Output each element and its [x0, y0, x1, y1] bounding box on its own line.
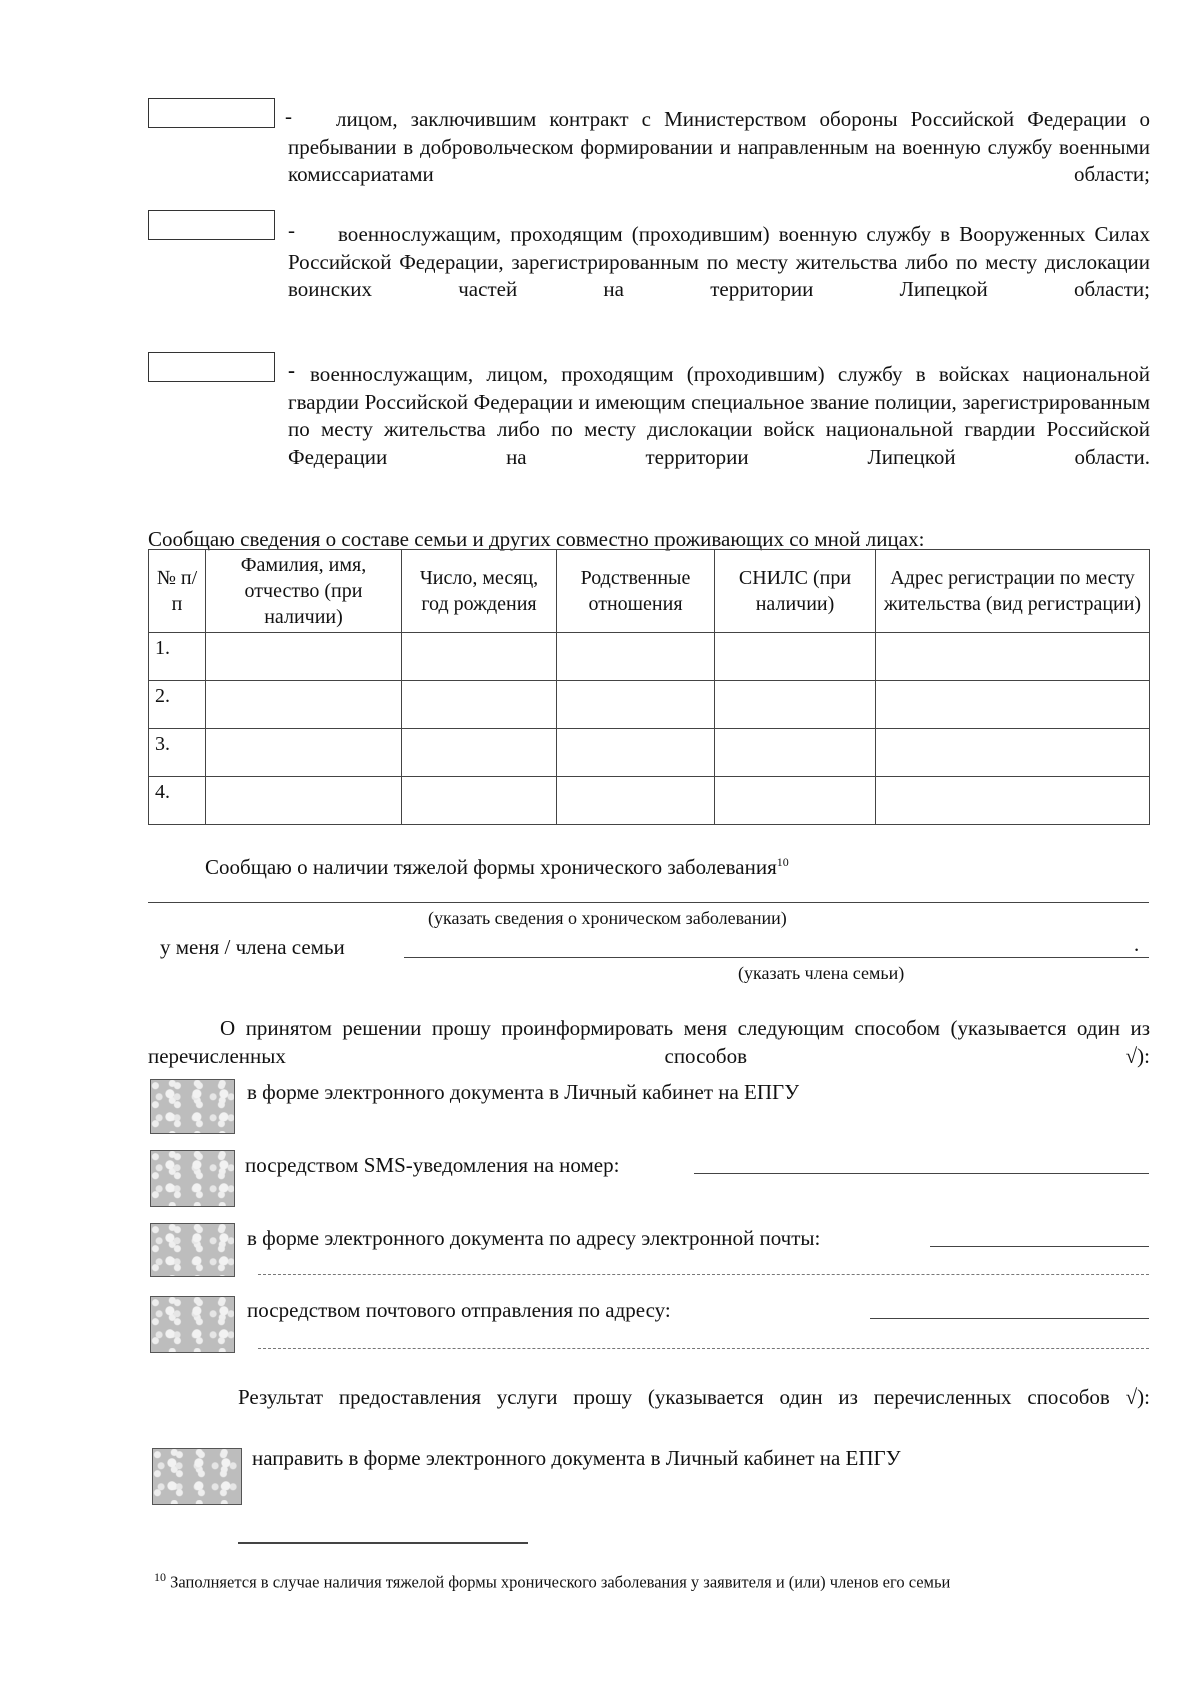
- postal-address-line-2[interactable]: [258, 1348, 1149, 1349]
- inform-option-label-4: посредством почтового отправления по адресу:: [247, 1298, 671, 1322]
- col-relation-header: Родственные отношения: [557, 550, 715, 633]
- chronic-text: Сообщаю о наличии тяжелой формы хронического заболевания: [205, 855, 777, 879]
- category-text-2: военнослужащим, проходящим (проходившим) военную службу в Вооруженных Силах Российской Федерации, зарегистрированным по месту жительства либо по месту дислокации воинских частей на территории Липецкой области;: [288, 222, 1150, 301]
- category-dash-1: -: [285, 104, 292, 128]
- inform-option-checkbox-4[interactable]: [150, 1296, 235, 1353]
- footnote-ref: 10: [776, 855, 789, 869]
- cell-snils[interactable]: [715, 777, 876, 825]
- family-member-dot: .: [1134, 932, 1140, 956]
- chronic-info-caption: (указать сведения о хроническом заболевании): [428, 908, 787, 928]
- col-number-header: № п/п: [149, 550, 206, 633]
- cell-snils[interactable]: [715, 681, 876, 729]
- row-number: 1.: [149, 633, 206, 681]
- cell-snils[interactable]: [715, 633, 876, 681]
- inform-text: О принятом решении прошу проинформировать меня следующим способом (указывается один из перечисленных способов √):: [148, 1016, 1150, 1068]
- cell-relation[interactable]: [557, 777, 715, 825]
- category-checkbox-1[interactable]: [148, 98, 275, 128]
- result-option-checkbox[interactable]: [152, 1448, 242, 1505]
- col-birthdate-header: Число, месяц, год рождения: [402, 550, 557, 633]
- inform-option-checkbox-2[interactable]: [150, 1150, 235, 1207]
- row-number: 2.: [149, 681, 206, 729]
- family-table: [148, 549, 1150, 825]
- cell-birthdate[interactable]: [402, 729, 557, 777]
- family-member-caption: (указать члена семьи): [738, 963, 905, 983]
- cell-address[interactable]: [876, 633, 1150, 681]
- table-row: [149, 681, 1150, 729]
- inform-option-checkbox-3[interactable]: [150, 1223, 235, 1277]
- footnote: [154, 1570, 950, 1593]
- chronic-statement: [205, 855, 789, 880]
- family-member-line[interactable]: [404, 957, 1149, 958]
- table-row: [149, 729, 1150, 777]
- cell-address[interactable]: [876, 729, 1150, 777]
- category-text-3: военнослужащим, лицом, проходящим (проходившим) службу в войсках национальной гвардии Российской Федерации и имеющим специальное звание полиции, зарегистрированным по месту жительства либо по месту дислокации войск национальной гвардии Российской Федерации на территории Липецкой области.: [288, 362, 1150, 469]
- footnote-number: 10: [154, 1570, 166, 1584]
- sms-number-line[interactable]: [694, 1173, 1149, 1174]
- category-dash-3: -: [288, 358, 295, 382]
- category-checkbox-2[interactable]: [148, 210, 275, 240]
- inform-option-checkbox-1[interactable]: [150, 1079, 235, 1134]
- chronic-info-line[interactable]: [148, 902, 1149, 903]
- family-table-header: [149, 550, 1150, 633]
- postal-address-line[interactable]: [870, 1318, 1149, 1319]
- result-text: Результат предоставления услуги прошу (указывается один из перечисленных способов √):: [238, 1385, 1150, 1409]
- email-line-2[interactable]: [258, 1274, 1149, 1275]
- row-number: 3.: [149, 729, 206, 777]
- cell-relation[interactable]: [557, 681, 715, 729]
- cell-name[interactable]: [206, 777, 402, 825]
- col-address-header: Адрес регистрации по месту жительства (вид регистрации): [876, 550, 1150, 633]
- cell-relation[interactable]: [557, 633, 715, 681]
- cell-name[interactable]: [206, 633, 402, 681]
- cell-birthdate[interactable]: [402, 681, 557, 729]
- cell-snils[interactable]: [715, 729, 876, 777]
- footnote-text: Заполняется в случае наличия тяжелой формы хронического заболевания у заявителя и (или) членов его семьи: [170, 1572, 951, 1592]
- family-member-label: у меня / члена семьи: [160, 935, 345, 959]
- category-dash-2: -: [288, 218, 295, 242]
- footnote-separator: [238, 1542, 528, 1544]
- cell-address[interactable]: [876, 777, 1150, 825]
- email-line[interactable]: [930, 1246, 1149, 1247]
- col-name-header: Фамилия, имя, отчество (при наличии): [206, 550, 402, 633]
- col-snils-header: СНИЛС (при наличии): [715, 550, 876, 633]
- category-checkbox-3[interactable]: [148, 352, 275, 382]
- family-intro: Сообщаю сведения о составе семьи и других совместно проживающих со мной лицах:: [148, 527, 925, 551]
- row-number: 4.: [149, 777, 206, 825]
- cell-name[interactable]: [206, 681, 402, 729]
- table-row: [149, 633, 1150, 681]
- table-row: [149, 777, 1150, 825]
- cell-birthdate[interactable]: [402, 633, 557, 681]
- result-option-label: направить в форме электронного документа в Личный кабинет на ЕПГУ: [252, 1446, 901, 1470]
- cell-birthdate[interactable]: [402, 777, 557, 825]
- inform-option-label-3: в форме электронного документа по адресу электронной почты:: [247, 1226, 821, 1250]
- cell-relation[interactable]: [557, 729, 715, 777]
- category-text-1: лицом, заключившим контракт с Министерством обороны Российской Федерации о пребывании в добровольческом формировании и направленным на военную службу военными комиссариатами области;: [288, 107, 1150, 186]
- cell-name[interactable]: [206, 729, 402, 777]
- inform-option-label-2: посредством SMS-уведомления на номер:: [245, 1153, 620, 1177]
- cell-address[interactable]: [876, 681, 1150, 729]
- inform-option-label-1: в форме электронного документа в Личный кабинет на ЕПГУ: [247, 1080, 800, 1104]
